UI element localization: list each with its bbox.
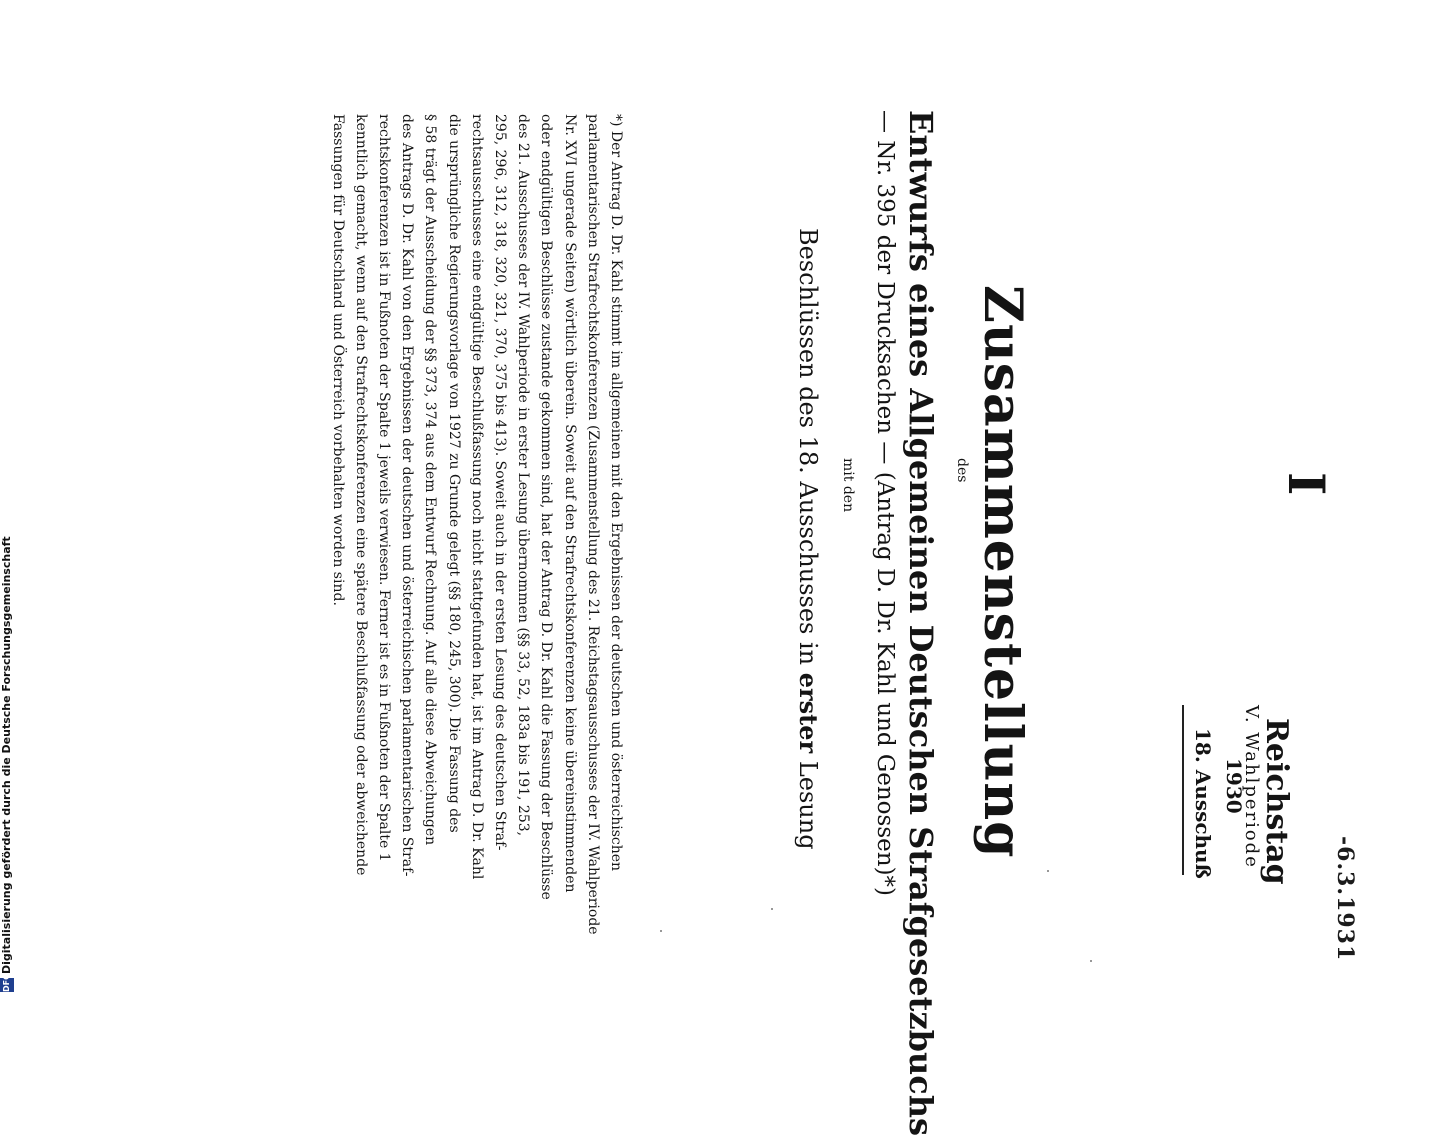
resolutions-prefix: Beschlüssen des 18. Ausschusses in xyxy=(794,228,822,666)
date-stamp: -6.3.1931 xyxy=(1332,836,1358,962)
scan-speck xyxy=(1047,870,1049,872)
footnote-line: Nr. XVI ungerade Seiten) wörtlich überein. Soweit auf den Strafrechtskonferenzen keine übereinstimmenden xyxy=(561,114,578,893)
year-label: 1930 xyxy=(1222,758,1246,814)
credit-text: Digitalisierung gefördert durch die Deutsche Forschungsgemeinschaft xyxy=(0,536,13,974)
footnote-line: rechtskonferenzen ist in Fußnoten der Spalte 1 jeweils verwiesen. Ferner ist es in Fußnoten der Spalte 1 xyxy=(375,114,392,862)
footnote-line: § 58 trägt der Ausscheidung der §§ 373, 374 aus dem Entwurf Rechnung. Auf alle diese Abweichungen xyxy=(422,114,439,846)
scan-speck xyxy=(1090,960,1092,962)
drucksache-reference: — Nr. 395 der Drucksachen — (Antrag D. Dr. Kahl und Genossen)*) xyxy=(872,110,898,897)
institution-name: Reichstag xyxy=(1259,718,1294,885)
scan-speck xyxy=(420,790,422,792)
resolutions-emphasis: erster xyxy=(794,672,823,754)
resolutions-line xyxy=(794,228,823,850)
footnote-line: des Antrags D. Dr. Kahl von den Ergebnissen der deutschen und österreichischen parlamentarischen Straf- xyxy=(399,114,416,877)
title-connector-des: des xyxy=(954,458,970,483)
footnote-line: oder endgültigen Beschlüsse zustande gekommen sind, hat der Antrag D. Dr. Kahl die Fassung der Beschlüsse xyxy=(538,114,555,900)
scan-speck xyxy=(660,930,662,932)
header-rule xyxy=(1182,705,1222,875)
digitization-credit xyxy=(0,536,14,992)
period-label: V. Wahlperiode xyxy=(1241,705,1262,869)
footnote-line: Fassungen für Deutschland und Österreich vorbehalten worden sind. xyxy=(329,114,346,606)
title-connector-mit-den: mit den xyxy=(840,458,856,513)
footnote xyxy=(325,114,627,935)
footnote-line: parlamentarischen Strafrechtskonferenzen (Zusammenstellung des 21. Reichstagsausschusses der IV. Wahlperiode xyxy=(584,114,601,935)
document-subtitle: Entwurfs eines Allgemeinen Deutschen Strafgesetzbuchs xyxy=(902,110,940,1136)
footnote-line: *) Der Antrag D. Dr. Kahl stimmt im allgemeinen mit den Ergebnissen der deutschen und österreichischen xyxy=(608,114,624,872)
resolutions-suffix: Lesung xyxy=(794,760,822,850)
scan-speck xyxy=(771,908,773,910)
footnote-line: kenntlich gemacht, wenn auf den Strafrechtskonferenzen eine spätere Beschlußfassung oder abweichende xyxy=(352,114,369,876)
footnote-line: des 21. Ausschusses der IV. Wahlperiode in erster Lesung übernommen (§§ 33, 52, 183a bis 191, 253, xyxy=(515,114,532,837)
roman-numeral: I xyxy=(1277,472,1336,496)
committee-label: 18. Ausschuß xyxy=(1191,728,1215,879)
footnote-line: rechtsausschusses eine endgültige Beschlußfassung noch nicht stattgefunden hat, ist im Antrag D. Dr. Kahl xyxy=(468,114,485,880)
footnote-line: 295, 296, 312, 318, 320, 321, 370, 375 bis 413). Soweit auch in der ersten Lesung des deutschen Straf- xyxy=(491,114,508,851)
dfg-logo-icon: DFG xyxy=(0,978,14,992)
footnote-line: die ursprüngliche Regierungsvorlage von 1927 zu Grunde gelegt (§§ 180, 245, 300). Die Fassung des xyxy=(445,114,462,833)
document-title: Zusammenstellung xyxy=(972,285,1033,859)
